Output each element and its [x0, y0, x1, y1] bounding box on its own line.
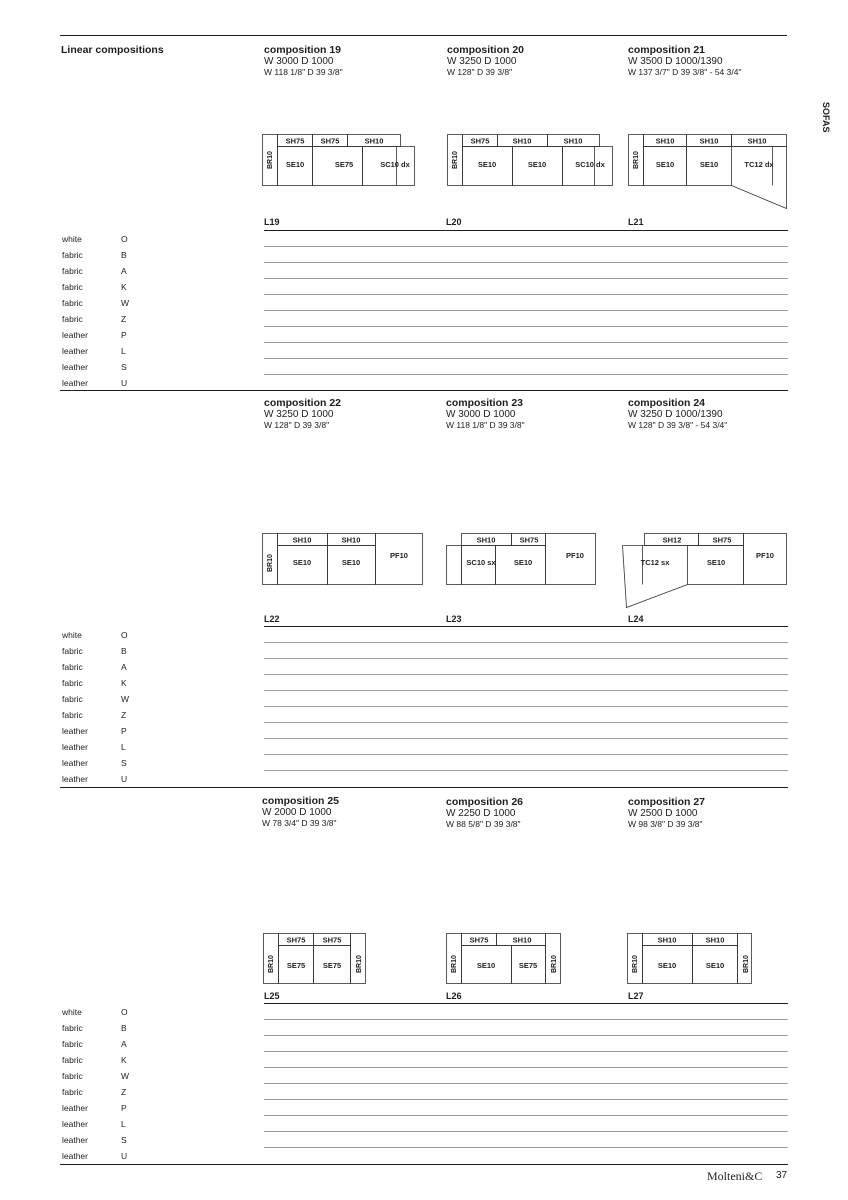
- br-label: BR10: [356, 955, 363, 973]
- seat-module-label: SE10: [705, 961, 725, 970]
- seat-module-label: SE75: [322, 961, 342, 970]
- material-row-label: K: [121, 1055, 127, 1065]
- top-module-label: SH75: [470, 136, 490, 146]
- seat-module-label: PF10: [566, 551, 584, 560]
- seat-module-label: SE10: [706, 558, 726, 567]
- composition-inch: W 128" D 39 3/8": [447, 67, 513, 77]
- material-row-label: W: [121, 298, 130, 308]
- top-module-label: SH75: [519, 535, 539, 545]
- composition-24-info: [628, 397, 727, 430]
- material-row-label: O: [121, 1007, 128, 1017]
- material-row-label: S: [121, 1135, 127, 1145]
- composition-inch: W 78 3/4" D 39 3/8": [262, 818, 337, 828]
- seat-module-label: SC10 dx: [575, 160, 605, 169]
- top-module-label: SH10: [747, 136, 767, 146]
- material-row-label: B: [121, 250, 127, 260]
- material-row-label: white: [62, 234, 82, 244]
- top-module-label: SH10: [699, 136, 719, 146]
- top-module-label: SH10: [705, 935, 725, 945]
- brand-logo: Molteni&C: [707, 1169, 763, 1183]
- material-row-label: fabric: [62, 678, 83, 688]
- sofa-diagram-l24: [622, 533, 790, 611]
- composition-19-info: [264, 44, 343, 77]
- material-row-label: fabric: [62, 1087, 83, 1097]
- material-row-label: leather: [62, 774, 88, 784]
- seat-module-label: SE75: [334, 160, 354, 169]
- material-row-label: white: [62, 1007, 82, 1017]
- material-row-label: L: [121, 742, 126, 752]
- top-module-label: SH12: [662, 535, 682, 545]
- material-row-label: B: [121, 646, 127, 656]
- top-module-label: SH75: [285, 136, 305, 146]
- composition-code: L27: [628, 991, 644, 1001]
- composition-20-info: [447, 44, 524, 77]
- material-row-label: O: [121, 234, 128, 244]
- material-row-label: B: [121, 1023, 127, 1033]
- top-module-label: SH10: [364, 136, 384, 146]
- material-row-label: W: [121, 694, 130, 704]
- composition-code: L26: [446, 991, 462, 1001]
- br-label: BR10: [633, 151, 640, 169]
- material-row-label: A: [121, 266, 127, 276]
- seat-module-label: SC10 dx: [380, 160, 410, 169]
- material-row-label: leather: [62, 362, 88, 372]
- top-module-label: SH10: [657, 935, 677, 945]
- material-row-label: K: [121, 282, 127, 292]
- top-module-label: SH10: [476, 535, 496, 545]
- material-row-label: U: [121, 1151, 128, 1161]
- br-label: BR10: [743, 955, 750, 973]
- material-row-label: white: [62, 630, 82, 640]
- seat-module-label: SE10: [476, 961, 496, 970]
- composition-title: composition 25: [262, 795, 340, 807]
- composition-metric: W 2000 D 1000: [262, 807, 332, 818]
- material-row-label: fabric: [62, 710, 83, 720]
- seat-module-label: SE10: [477, 160, 497, 169]
- composition-title: composition 26: [446, 796, 524, 808]
- material-row-label: leather: [62, 346, 88, 356]
- top-module-label: SH10: [563, 136, 583, 146]
- material-row-label: L: [121, 1119, 126, 1129]
- composition-code: L22: [264, 614, 280, 624]
- composition-title: composition 21: [628, 44, 706, 56]
- top-module-label: SH10: [512, 935, 532, 945]
- br-label: BR10: [268, 955, 275, 973]
- material-row-label: fabric: [62, 266, 83, 276]
- material-row-label: leather: [62, 330, 88, 340]
- top-module-label: SH10: [512, 136, 532, 146]
- material-row-label: fabric: [62, 282, 83, 292]
- br-label: BR10: [451, 955, 458, 973]
- sofa-diagram-l23: [446, 533, 598, 587]
- composition-23-info: [446, 397, 525, 430]
- top-module-label: SH75: [469, 935, 489, 945]
- material-row-label: fabric: [62, 1055, 83, 1065]
- composition-metric: W 3250 D 1000: [447, 56, 517, 67]
- material-row-label: fabric: [62, 694, 83, 704]
- material-row-label: S: [121, 362, 127, 372]
- composition-inch: W 137 3/7" D 39 3/8" - 54 3/4": [628, 67, 742, 77]
- composition-27-info: [628, 796, 705, 829]
- material-row-label: fabric: [62, 314, 83, 324]
- material-row-label: leather: [62, 1135, 88, 1145]
- material-row-label: fabric: [62, 646, 83, 656]
- composition-metric: W 2250 D 1000: [446, 808, 516, 819]
- seat-module-label: SE10: [655, 160, 675, 169]
- br-label: BR10: [551, 955, 558, 973]
- composition-title: composition 27: [628, 796, 706, 808]
- sofa-diagram-l26: [446, 933, 564, 987]
- material-row-label: P: [121, 726, 127, 736]
- br-label: BR10: [452, 151, 459, 169]
- material-row-label: K: [121, 678, 127, 688]
- top-module-label: SH10: [292, 535, 312, 545]
- composition-code: L19: [264, 217, 280, 227]
- composition-22-info: [264, 397, 341, 430]
- composition-26-info: [446, 796, 523, 829]
- material-row-label: U: [121, 774, 128, 784]
- material-row-label: A: [121, 662, 127, 672]
- composition-code: L23: [446, 614, 462, 624]
- seat-module-label: PF10: [756, 551, 774, 560]
- sofa-diagram-l22: [262, 533, 424, 587]
- sofa-diagram-l20: [447, 134, 613, 188]
- composition-metric: W 3250 D 1000: [264, 409, 334, 420]
- br-label: BR10: [267, 554, 274, 572]
- sofa-diagram-l25: [263, 933, 369, 987]
- sofa-diagram-l21: [628, 134, 790, 212]
- page-number: 37: [776, 1170, 788, 1181]
- seat-module-label: SE10: [513, 558, 533, 567]
- composition-inch: W 128" D 39 3/8" - 54 3/4": [628, 420, 728, 430]
- seat-module-label: SC10 sx: [466, 558, 496, 567]
- material-row-label: P: [121, 1103, 127, 1113]
- material-row-label: S: [121, 758, 127, 768]
- composition-code: L24: [628, 614, 644, 624]
- section-title: Linear compositions: [61, 44, 164, 56]
- material-row-label: leather: [62, 1151, 88, 1161]
- material-row-label: fabric: [62, 298, 83, 308]
- seat-module-label: SE10: [292, 558, 312, 567]
- composition-25-info: [262, 795, 339, 828]
- composition-code: L20: [446, 217, 462, 227]
- seat-module-label: TC12 sx: [640, 558, 670, 567]
- material-row-label: fabric: [62, 662, 83, 672]
- br-label: BR10: [267, 151, 274, 169]
- composition-title: composition 20: [447, 44, 525, 56]
- material-row-label: U: [121, 378, 128, 388]
- seat-module-label: SE10: [657, 961, 677, 970]
- top-module-label: SH75: [322, 935, 342, 945]
- material-row-label: fabric: [62, 250, 83, 260]
- composition-inch: W 98 3/8" D 39 3/8": [628, 819, 703, 829]
- top-module-label: SH75: [286, 935, 306, 945]
- sofa-diagram-l27: [627, 933, 755, 987]
- material-row-label: leather: [62, 758, 88, 768]
- seat-module-label: SE10: [341, 558, 361, 567]
- seat-module-label: PF10: [390, 551, 408, 560]
- material-row-label: P: [121, 330, 127, 340]
- material-row-label: fabric: [62, 1071, 83, 1081]
- material-row-label: leather: [62, 378, 88, 388]
- br-label: BR10: [632, 955, 639, 973]
- composition-title: composition 24: [628, 397, 706, 409]
- material-row-label: L: [121, 346, 126, 356]
- material-row-label: leather: [62, 1119, 88, 1129]
- seat-module-label: SE10: [527, 160, 547, 169]
- seat-module-label: SE75: [286, 961, 306, 970]
- top-module-label: SH75: [320, 136, 340, 146]
- composition-21-info: [628, 44, 741, 77]
- top-module-label: SH10: [655, 136, 675, 146]
- composition-metric: W 3000 D 1000: [264, 56, 334, 67]
- composition-inch: W 128" D 39 3/8": [264, 420, 330, 430]
- material-row-label: O: [121, 630, 128, 640]
- top-rule: [60, 35, 787, 36]
- composition-inch: W 88 5/8" D 39 3/8": [446, 819, 521, 829]
- composition-title: composition 22: [264, 397, 342, 409]
- composition-metric: W 3500 D 1000/1390: [628, 56, 723, 67]
- material-row-label: Z: [121, 710, 127, 720]
- top-module-label: SH10: [341, 535, 361, 545]
- composition-inch: W 118 1/8" D 39 3/8": [264, 67, 343, 77]
- material-row-label: fabric: [62, 1023, 83, 1033]
- composition-code: L25: [264, 991, 280, 1001]
- material-row-label: A: [121, 1039, 127, 1049]
- composition-code: L21: [628, 217, 644, 227]
- composition-metric: W 2500 D 1000: [628, 808, 698, 819]
- material-row-label: Z: [121, 1087, 127, 1097]
- seat-module-label: TC12 dx: [744, 160, 774, 169]
- material-row-label: Z: [121, 314, 127, 324]
- composition-metric: W 3000 D 1000: [446, 409, 516, 420]
- top-module-label: SH75: [712, 535, 732, 545]
- material-row-label: W: [121, 1071, 130, 1081]
- seat-module-label: SE75: [518, 961, 538, 970]
- composition-title: composition 19: [264, 44, 342, 56]
- seat-module-label: SE10: [285, 160, 305, 169]
- side-label: SOFAS: [821, 102, 831, 133]
- material-row-label: leather: [62, 726, 88, 736]
- material-row-label: leather: [62, 742, 88, 752]
- composition-metric: W 3250 D 1000/1390: [628, 409, 723, 420]
- material-row-label: fabric: [62, 1039, 83, 1049]
- composition-inch: W 118 1/8" D 39 3/8": [446, 420, 525, 430]
- composition-title: composition 23: [446, 397, 524, 409]
- seat-module-label: SE10: [699, 160, 719, 169]
- material-row-label: leather: [62, 1103, 88, 1113]
- sofa-diagram-l19: [262, 134, 417, 188]
